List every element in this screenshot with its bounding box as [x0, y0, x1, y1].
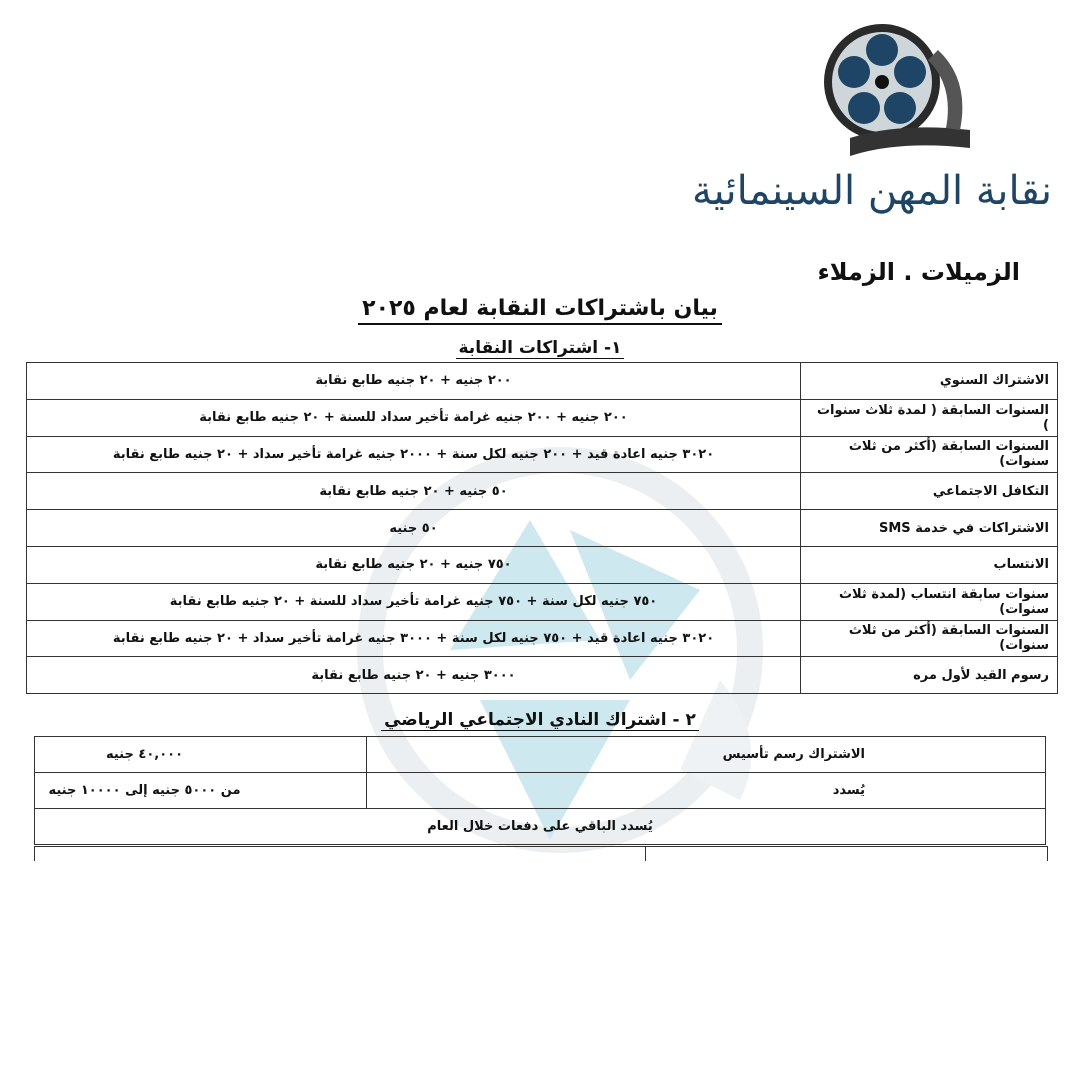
row-value: ٥٠ جنيه — [27, 510, 801, 547]
row-value: ٧٥٠ جنيه + ٢٠ جنيه طابع نقابة — [27, 546, 801, 583]
row-value: ٣٠٢٠ جنيه اعادة قيد + ٧٥٠ جنيه لكل سنة + ٣٠٠٠ جنيه غرامة تأخير سداد + ٢٠ جنيه طابع نقابة — [27, 620, 801, 657]
page-title — [0, 296, 1080, 321]
table-row — [27, 436, 1058, 473]
payment-note: يُسدد الباقي على دفعات خلال العام — [35, 809, 1046, 845]
page-title-text: بيان باشتراكات النقابة لعام ٢٠٢٥ — [358, 296, 722, 325]
row-value: ٤٠,٠٠٠ جنيه — [35, 737, 367, 773]
row-value: ٣٠٠٠ جنيه + ٢٠ جنيه طابع نقابة — [27, 657, 801, 694]
table-row — [27, 510, 1058, 547]
row-value: ٢٠٠ جنيه + ٢٠٠ جنيه غرامة تأخير سداد للسنة + ٢٠ جنيه طابع نقابة — [27, 399, 801, 436]
row-label: الانتساب — [801, 546, 1058, 583]
club-fees-table — [34, 736, 1046, 845]
table-row — [27, 363, 1058, 400]
section2-heading — [0, 710, 1080, 730]
row-label: يُسدد — [367, 773, 1046, 809]
row-label: السنوات السابقة (أكثر من ثلاث سنوات) — [801, 436, 1058, 473]
row-value: ٧٥٠ جنيه لكل سنة + ٧٥٠ جنيه غرامة تأخير سداد للسنة + ٢٠ جنيه طابع نقابة — [27, 583, 801, 620]
column-divider — [645, 847, 646, 861]
table-row — [27, 620, 1058, 657]
union-fees-table — [26, 362, 1058, 694]
table-row — [27, 473, 1058, 510]
table-row — [35, 773, 1046, 809]
logo-text: نقابة المهن السينمائية — [692, 168, 1052, 214]
table-row — [27, 657, 1058, 694]
table-row — [27, 583, 1058, 620]
table-row — [27, 546, 1058, 583]
table-row-cut — [34, 846, 1048, 861]
row-label: التكافل الاجتماعي — [801, 473, 1058, 510]
row-label: الاشتراك السنوي — [801, 363, 1058, 400]
row-value: ٣٠٢٠ جنيه اعادة قيد + ٢٠٠ جنيه لكل سنة + ٢٠٠٠ جنيه غرامة تأخير سداد + ٢٠ جنيه طابع نقابة — [27, 436, 801, 473]
section1-heading — [0, 338, 1080, 358]
row-label: الاشتراكات في خدمة SMS — [801, 510, 1058, 547]
row-value: ٥٠ جنيه + ٢٠ جنيه طابع نقابة — [27, 473, 801, 510]
row-label: رسوم القيد لأول مره — [801, 657, 1058, 694]
section2-heading-text: ٢ - اشتراك النادي الاجتماعي الرياضي — [381, 710, 699, 731]
section1-heading-text: ١- اشتراكات النقابة — [456, 338, 625, 359]
row-label: الاشتراك رسم تأسيس — [367, 737, 1046, 773]
film-reel-icon — [820, 10, 980, 160]
row-label: سنوات سابقة انتساب (لمدة ثلاث سنوات) — [801, 583, 1058, 620]
row-label: السنوات السابقة ( لمدة ثلاث سنوات ) — [801, 399, 1058, 436]
greeting: الزميلات . الزملاء — [817, 258, 1020, 286]
row-value: ٢٠٠ جنيه + ٢٠ جنيه طابع نقابة — [27, 363, 801, 400]
row-value: من ٥٠٠٠ جنيه إلى ١٠٠٠٠ جنيه — [35, 773, 367, 809]
row-label: السنوات السابقة (أكثر من ثلاث سنوات) — [801, 620, 1058, 657]
table-row — [35, 737, 1046, 773]
table-row — [35, 809, 1046, 845]
table-row — [27, 399, 1058, 436]
